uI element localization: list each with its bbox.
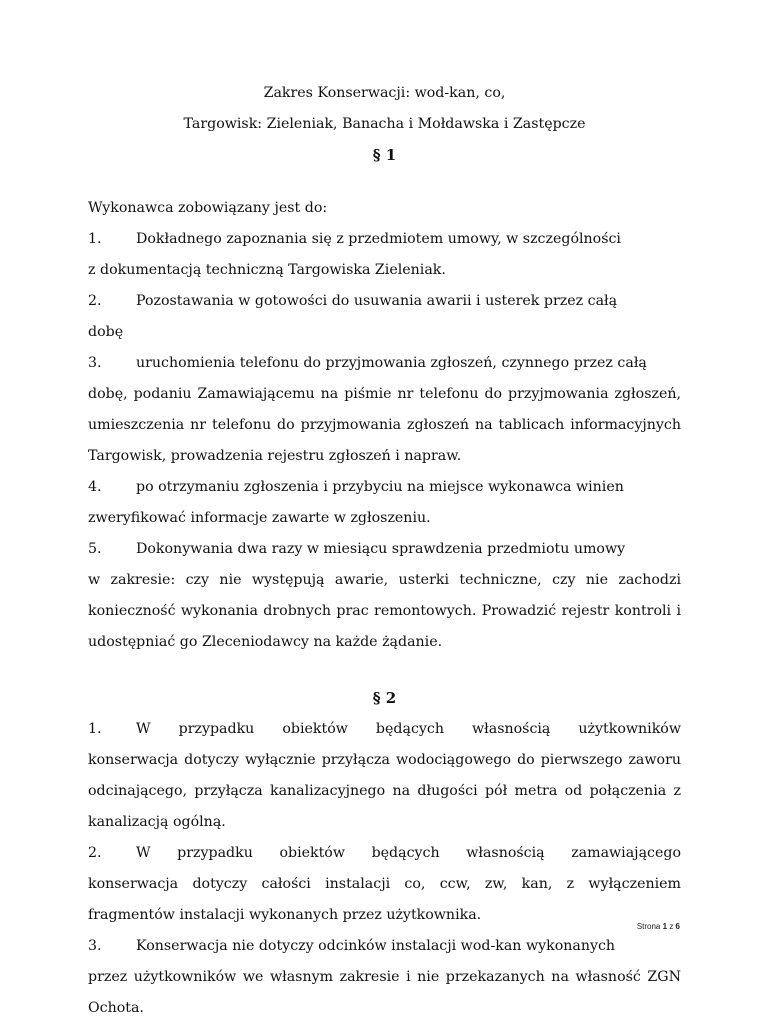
section-1-list — [88, 224, 681, 658]
section-1-heading: § 1 — [372, 146, 397, 164]
item-text-rest: dobę, podaniu Zamawiającemu na piśmie nr telefonu do przyjmowania zgłoszeń, umieszczenia nr telefonu do przyjmowania zgłoszeń na tablicach informacyjnych Targowisk, prowadzenia rejestru zgłoszeń i napraw. — [88, 386, 681, 464]
title-line-2: Targowisk: Zieleniak, Banacha i Mołdawska i Zastępcze — [183, 116, 586, 132]
item-number: 4. — [88, 479, 102, 495]
item-number: 5. — [88, 541, 102, 557]
list-item — [88, 286, 681, 348]
list-item — [88, 534, 681, 658]
page-footer — [637, 922, 680, 931]
list-item — [88, 348, 681, 472]
section-2-list — [88, 714, 681, 1024]
item-text-rest: przez użytkowników we własnym zakresie i nie przekazanych na własność ZGN Ochota. — [88, 969, 681, 1016]
item-text-rest: zweryfikować informacje zawarte w zgłoszeniu. — [88, 510, 431, 526]
list-item — [88, 472, 681, 534]
item-number: 3. — [88, 938, 102, 954]
item-text-rest: w zakresie: czy nie występują awarie, usterki techniczne, czy nie zachodzi konieczność wykonania drobnych prac remontowych. Prowadzić rejestr kontroli i udostępniać go Zleceniodawcy na każde żądanie. — [88, 572, 681, 650]
item-text-first: W przypadku obiektów będących własnością zamawiającego — [136, 845, 681, 861]
item-text-first: Konserwacja nie dotyczy odcinków instalacji wod-kan wykonanych — [136, 938, 616, 954]
item-text-first: W przypadku obiektów będących własnością użytkowników — [136, 721, 681, 737]
list-item — [88, 838, 681, 931]
item-number: 3. — [88, 355, 102, 371]
item-number: 2. — [88, 293, 102, 309]
item-number: 2. — [88, 845, 102, 861]
item-text-rest: z dokumentacją techniczną Targowiska Zieleniak. — [88, 262, 446, 278]
item-number: 1. — [88, 721, 102, 737]
intro-text: Wykonawca zobowiązany jest do: — [88, 200, 328, 216]
list-item — [88, 714, 681, 838]
list-item — [88, 931, 681, 1024]
item-text-rest: konserwacja dotyczy wyłącznie przyłącza wodociągowego do pierwszego zaworu odcinającego, przyłącza kanalizacyjnego na długości pół metra od połączenia z kanalizacją ogólną. — [88, 752, 681, 830]
footer-page-number: 1 — [662, 922, 668, 931]
item-text-first: Pozostawania w gotowości do usuwania awarii i usterek przez całą — [136, 293, 618, 309]
footer-prefix: Strona — [636, 922, 661, 931]
item-text-rest: dobę — [88, 324, 124, 340]
footer-page-total: 6 — [675, 922, 680, 931]
item-text-rest: konserwacja dotyczy całości instalacji co, ccw, zw, kan, z wyłączeniem fragmentów instalacji wykonanych przez użytkownika. — [88, 876, 681, 923]
section-2-heading: § 2 — [372, 689, 397, 707]
item-number: 1. — [88, 231, 102, 247]
footer-sep: z — [669, 922, 674, 931]
item-text-first: po otrzymaniu zgłoszenia i przybyciu na miejsce wykonawca winien — [136, 479, 624, 495]
document-page — [88, 78, 681, 1024]
item-text-first: uruchomienia telefonu do przyjmowania zgłoszeń, czynnego przez całą — [136, 355, 647, 371]
item-text-first: Dokładnego zapoznania się z przedmiotem umowy, w szczególności — [136, 231, 621, 247]
title-line-1: Zakres Konserwacji: wod-kan, co, — [263, 85, 506, 101]
list-item — [88, 224, 681, 286]
item-text-first: Dokonywania dwa razy w miesiącu sprawdzenia przedmiotu umowy — [136, 541, 626, 557]
